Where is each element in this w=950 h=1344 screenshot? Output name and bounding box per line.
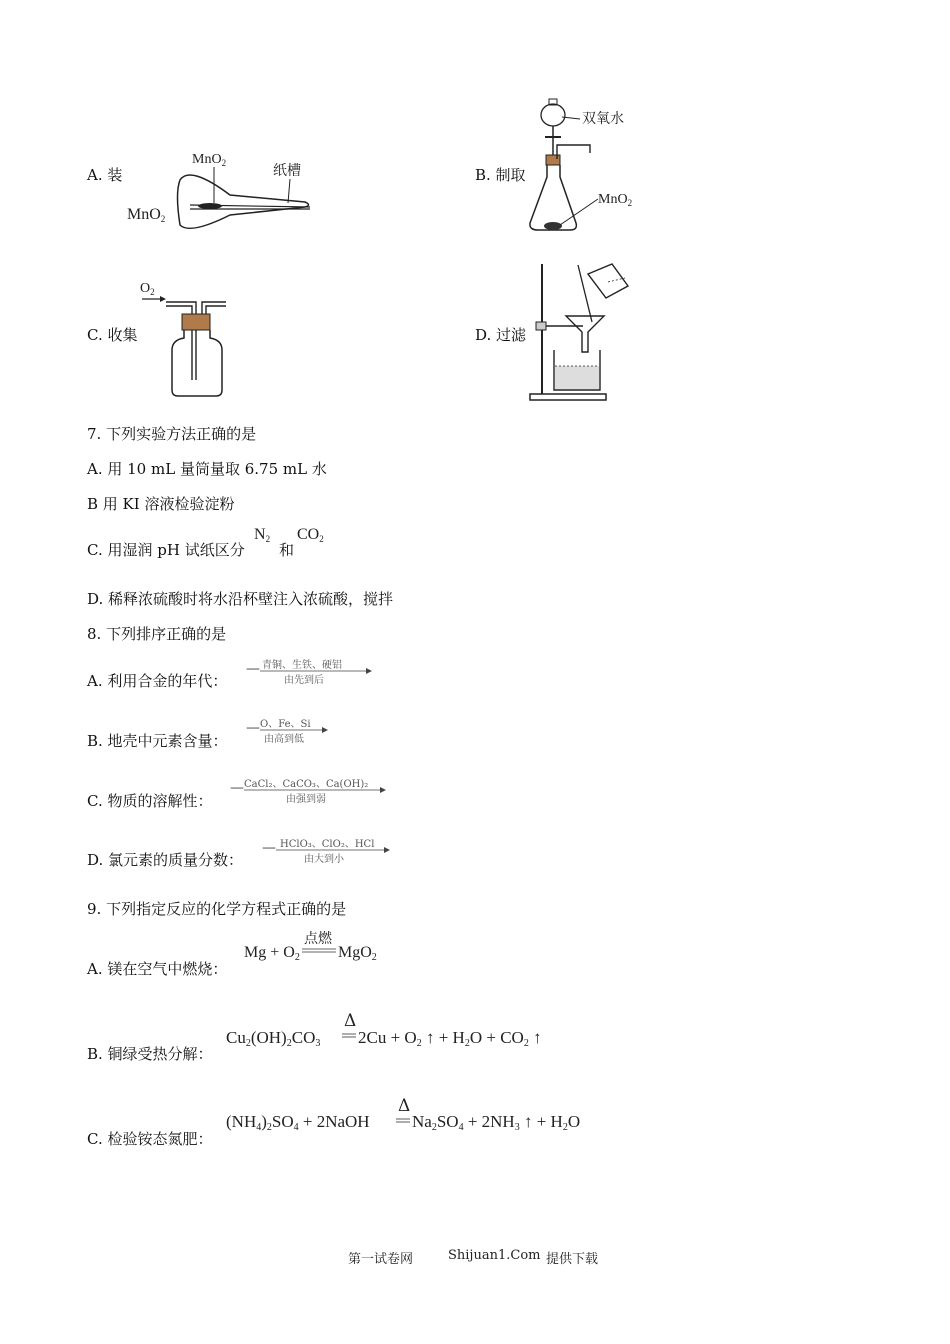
question-7-stem: 7. 下列实验方法正确的是 [87,425,257,443]
n2-formula: $N_2$ [254,526,271,544]
equation-b-reactant: $Cu_2(OH)_2CO_3$ [226,1028,321,1049]
svg-text:MnO2: MnO$_2$ [192,152,227,168]
question-9-option-c: C. 检验铵态氮肥： [87,1130,213,1148]
svg-text:MnO2: MnO$_2$ [598,192,633,208]
question-8-option-c: C. 物质的溶解性： [87,792,213,810]
footer-site-url[interactable]: Shijuan1.Com [448,1248,541,1263]
option-6a-mno2-left: MnO$_2$ [127,206,166,224]
equation-b-condition-text: Δ [344,1011,357,1031]
order-arrow-d-bottom: 由大到小 [304,854,344,865]
order-arrow-a-bottom: 由先到后 [284,675,324,686]
footer-provide-download: 提供下载 [546,1252,599,1267]
option-6a-label: A. 装 [87,166,123,184]
test-tube-with-paper-trough-figure [170,145,320,235]
question-8-option-d: D. 氯元素的质量分数： [87,851,244,869]
question-9-option-a: A. 镁在空气中燃烧： [87,960,228,978]
equation-c-reactant: $(NH_4)_2SO_4$ + 2NaOH [226,1112,370,1133]
equation-a-product: MgO$_2$ [338,944,377,963]
question-7-option-a: A. 用 10 mL 量筒量取 6.75 mL 水 [87,460,327,478]
order-arrow-b-top: O、Fe、Si [260,719,311,730]
footer-site-name: 第一试卷网 [348,1252,414,1267]
question-7-option-b: B 用 KI 溶液检验淀粉 [87,495,235,513]
question-7-option-c-text: C. 用湿润 pH 试纸区分 [87,541,245,559]
question-7-option-d: D. 稀释浓硫酸时将水沿杯壁注入浓硫酸，搅拌 [87,590,394,608]
equation-a: $Mg + O_2$ [244,944,300,963]
svg-text:O2: $O_2$ [140,281,155,297]
co2-formula: $CO_2$ [297,526,324,544]
question-9-stem: 9. 下列指定反应的化学方程式正确的是 [87,900,347,918]
question-8-option-b: B. 地壳中元素含量： [87,732,228,750]
order-arrow-d-top: HClO₃、ClO₂、HCl [280,839,375,850]
question-8-option-a: A. 利用合金的年代： [87,672,228,690]
order-arrow-c-bottom: 由强到弱 [286,794,326,805]
filtration-apparatus-figure [528,260,638,405]
question-8-stem: 8. 下列排序正确的是 [87,625,227,643]
svg-text:纸槽: 纸槽 [273,163,301,179]
option-6c-label: C. 收集 [87,326,138,344]
flask-with-funnel-figure [520,95,660,240]
equation-a-condition-text: 点燃 [304,931,332,947]
order-arrow-a-top: 青铜、生铁、硬铝 [262,660,342,671]
equation-b-products: $2Cu + O_2$ ↑ + $H_2O + CO_2$ ↑ [358,1028,542,1049]
option-6d-label: D. 过滤 [475,326,527,344]
option-6b-label: B. 制取 [475,166,526,184]
question-9-option-b: B. 铜绿受热分解： [87,1045,213,1063]
order-arrow-b-bottom: 由高到低 [264,734,304,745]
and-word: 和 [279,541,295,559]
order-arrow-c-top: CaCl₂、CaCO₃、Ca(OH)₂ [244,779,369,790]
equation-c-products: $Na_2SO_4 + 2NH_3$ ↑ + $H_2O$ [412,1112,581,1133]
equation-c-condition-text: Δ [398,1096,411,1116]
gas-collection-bottle-figure [138,278,238,403]
question-7-option-c [87,539,245,560]
svg-text:双氧水: 双氧水 [582,111,624,127]
